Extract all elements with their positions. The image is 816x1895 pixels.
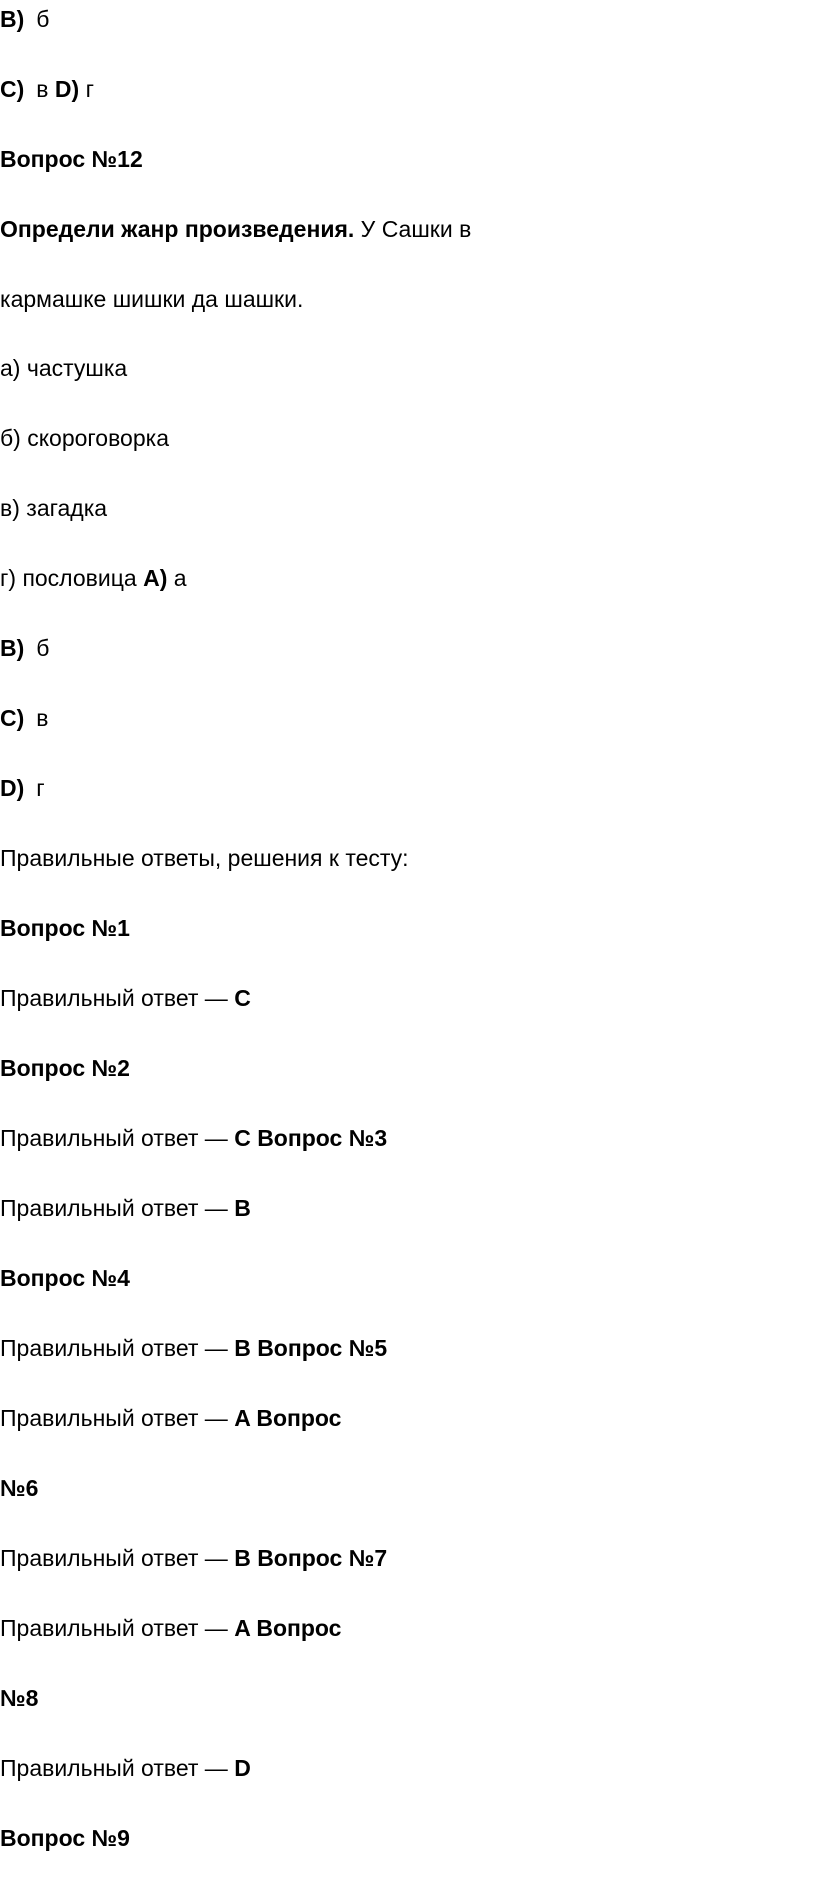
correct-answer-value: A Вопрос — [234, 1615, 342, 1641]
option-value: в — [36, 76, 49, 102]
option-value: г — [85, 76, 94, 102]
question-prompt: Определи жанр произведения. — [0, 216, 355, 242]
choice-c: в) загадка — [0, 495, 108, 521]
choice-a: а) частушка — [0, 355, 128, 381]
option-letter: D) — [54, 76, 80, 102]
question-text — [0, 215, 471, 243]
answer-question-number: №8 — [0, 1685, 39, 1711]
correct-answer-value: A Вопрос — [234, 1405, 342, 1431]
question-heading: Вопрос №12 — [0, 146, 143, 172]
correct-answer-line — [0, 1404, 341, 1432]
option-value: в — [36, 705, 49, 731]
option-letter: A) — [143, 565, 168, 591]
option-value: б — [36, 635, 50, 661]
answers-section-title: Правильные ответы, решения к тесту: — [0, 845, 409, 871]
question-body: У Сашки в — [354, 216, 472, 242]
correct-answer-line — [0, 1544, 387, 1572]
correct-answer-label: Правильный ответ — — [0, 1615, 235, 1641]
option-letter: B) — [0, 6, 25, 32]
choice-d-and-option-a — [0, 564, 187, 592]
answer-option-d — [0, 774, 45, 802]
answer-option-b — [0, 5, 49, 33]
option-letter: D) — [0, 775, 25, 801]
correct-answer-label: Правильный ответ — — [0, 1405, 235, 1431]
answer-option-c — [0, 704, 49, 732]
correct-answer-line — [0, 1194, 251, 1222]
correct-answer-label: Правильный ответ — — [0, 985, 235, 1011]
choice-text: г) пословица — [0, 565, 144, 591]
correct-answer-line — [0, 1754, 251, 1782]
option-value: а — [167, 565, 187, 591]
correct-answer-value: B Вопрос №7 — [234, 1545, 388, 1571]
answer-question-heading: Вопрос №9 — [0, 1825, 130, 1851]
answer-question-heading: Вопрос №1 — [0, 915, 130, 941]
answer-question-number: №6 — [0, 1475, 39, 1501]
answer-question-heading: Вопрос №4 — [0, 1265, 130, 1291]
correct-answer-label: Правильный ответ — — [0, 1335, 235, 1361]
option-value: б — [36, 6, 50, 32]
correct-answer-line — [0, 1614, 341, 1642]
option-letter: B) — [0, 635, 25, 661]
answer-question-heading: Вопрос №2 — [0, 1055, 130, 1081]
option-letter: C) — [0, 705, 25, 731]
option-letter: C) — [0, 76, 25, 102]
correct-answer-label: Правильный ответ — — [0, 1545, 235, 1571]
correct-answer-value: C Вопрос №3 — [234, 1125, 388, 1151]
correct-answer-value: B — [234, 1195, 251, 1221]
correct-answer-label: Правильный ответ — — [0, 1125, 235, 1151]
correct-answer-label: Правильный ответ — — [0, 1755, 235, 1781]
answer-option-c-d — [0, 75, 94, 103]
correct-answer-value: D — [234, 1755, 251, 1781]
choice-b: б) скороговорка — [0, 425, 169, 451]
answer-option-b — [0, 634, 49, 662]
option-value: г — [36, 775, 45, 801]
correct-answer-line — [0, 1124, 387, 1152]
correct-answer-value: B Вопрос №5 — [234, 1335, 388, 1361]
correct-answer-value: C — [234, 985, 251, 1011]
correct-answer-label: Правильный ответ — — [0, 1195, 235, 1221]
question-text-continued: кармашке шишки да шашки. — [0, 286, 304, 312]
correct-answer-line — [0, 984, 251, 1012]
correct-answer-line — [0, 1334, 387, 1362]
